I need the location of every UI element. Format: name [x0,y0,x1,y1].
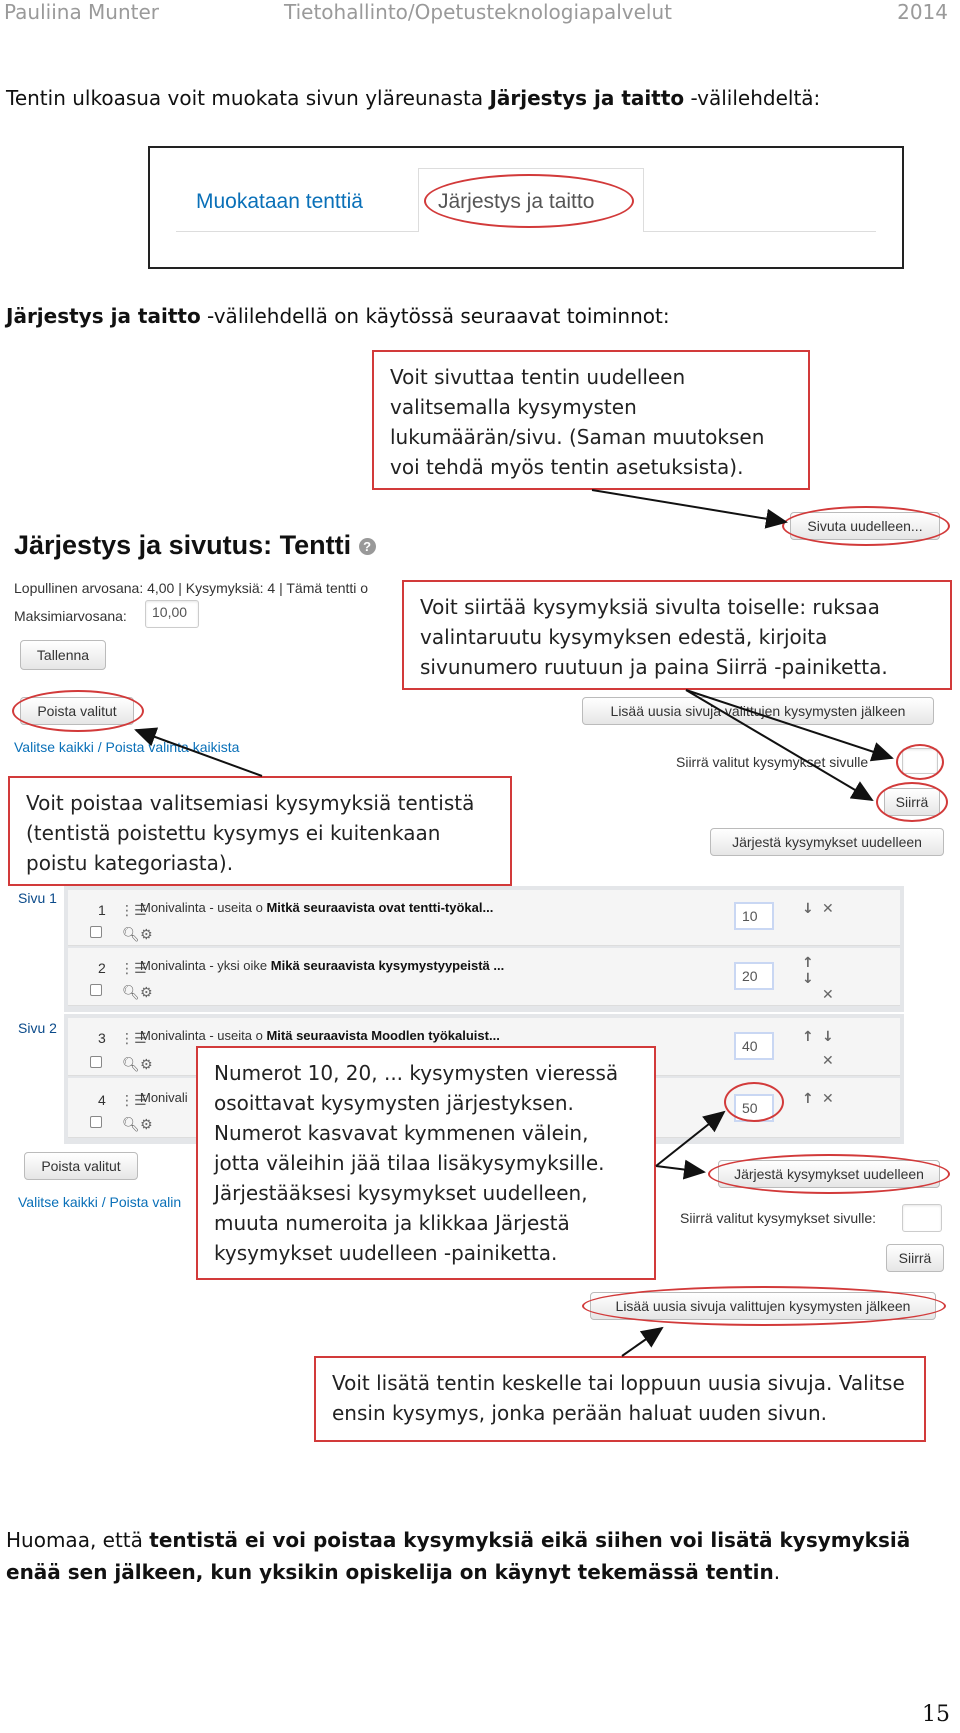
move-up-icon[interactable]: ↑ [802,1091,814,1107]
tab-order[interactable]: Järjestys ja taitto [438,190,595,213]
move-up-icon[interactable]: ↑ [802,1029,814,1045]
delete-icon[interactable]: ✕ [822,1091,834,1107]
select-all-link[interactable]: Valitse kaikki / Poista valinta kaikista [14,739,240,755]
question-text: Monivalinta - yksi oike Mikä seuraavista kysymystyypeistä ... [140,958,505,973]
arrow-add-pages [622,1328,662,1356]
quiz-info: Lopullinen arvosana: 4,00 | Kysymyksiä: 4 | Tämä tentti o [14,580,369,596]
header-author: Pauliina Munter [4,0,160,24]
preview-icon[interactable]: 🔍︎ [122,1057,140,1073]
move-button-top[interactable]: Siirrä [884,788,940,816]
callout-remove: Voit poistaa valitsemiasi kysymyksiä tentistä (tentistä poistettu kysymys ei kuitenkaan poistu kategoriasta). [8,776,512,886]
order-input[interactable]: 20 [734,962,774,990]
add-pages-button-top[interactable]: Lisää uusia sivuja valittujen kysymysten jälkeen [582,697,934,725]
question-number: 2 [98,960,106,976]
question-text: Monivalinta - useita o Mitä seuraavista Moodlen työkaluist... [140,1028,500,1043]
list-icon: ⋮☰ [120,961,147,977]
move-button-bottom[interactable]: Siirrä [886,1244,944,1272]
remove-selected-button-bottom[interactable]: Poista valitut [24,1152,138,1180]
callout-move: Voit siirtää kysymyksiä sivulta toiselle: ruksaa valintaruutu kysymyksen edestä, kirjoita sivunumero ruutuun ja paina Siirrä -painiketta. [402,580,952,690]
question-number: 3 [98,1030,106,1046]
preview-icon[interactable]: 🔍︎ [122,927,140,943]
section-label-1: Sivu 1 [18,890,57,906]
note-text: Huomaa, että tentistä ei voi poistaa kysymyksiä eikä siihen voi lisätä kysymyksiä enää sen jälkeen, kun yksikin opiskelija on käynyt tekemässä tentin. [6,1528,911,1584]
remove-selected-button[interactable]: Poista valitut [20,697,134,725]
preview-icon[interactable]: 🔍︎ [122,1117,140,1133]
delete-icon[interactable]: ✕ [822,1053,834,1069]
question-text: Monivali [140,1090,188,1105]
help-icon[interactable]: ? [359,538,376,555]
callout-numbers: Numerot 10, 20, ... kysymysten vieressä osoittavat kysymysten järjestyksen. Numerot kasvavat kymmenen välein, jotta väleihin jää tilaa lisäkysymyksille. Järjestääksesi kysymykset uudelleen, muuta numeroita ja klikkaa Järjestä kysymykset uudelleen -painiketta. [196,1046,656,1280]
page-number: 15 [922,1702,950,1727]
features-line: Järjestys ja taitto -välilehdellä on käytössä seuraavat toiminnot: [6,304,670,328]
move-to-page-label: Siirrä valitut kysymykset sivulle [676,754,869,770]
select-all-link-bottom[interactable]: Valitse kaikki / Poista valin [18,1194,182,1210]
arrow-move-input [686,690,892,758]
arrow-remove [136,730,262,776]
list-icon: ⋮☰ [120,903,147,919]
arrow-reorder [656,1166,704,1172]
question-number: 1 [98,902,106,918]
add-pages-button-bottom[interactable]: Lisää uusia sivuja valittujen kysymysten jälkeen [590,1292,936,1320]
arrow-order [656,1112,724,1166]
gear-icon[interactable]: ⚙ [140,1117,153,1133]
arrow-repaginate [592,490,786,522]
move-down-icon[interactable]: ↓ [822,1029,834,1045]
reorder-button-top[interactable]: Järjestä kysymykset uudelleen [710,828,944,856]
callout-repaginate: Voit sivuttaa tentin uudelleen valitsemalla kysymysten lukumäärän/sivu. (Saman muutoksen voi tehdä myös tentin asetuksista). [372,350,810,490]
order-input[interactable]: 40 [734,1032,774,1060]
order-input[interactable]: 50 [734,1094,774,1122]
move-down-icon[interactable]: ↓ [802,971,814,987]
delete-icon[interactable]: ✕ [822,901,834,917]
save-button[interactable]: Tallenna [20,640,106,670]
gear-icon[interactable]: ⚙ [140,1057,153,1073]
callout-add-pages: Voit lisätä tentin keskelle tai loppuun uusia sivuja. Valitse ensin kysymys, jonka perään haluat uuden sivun. [314,1356,926,1442]
delete-icon[interactable]: ✕ [822,987,834,1003]
question-text: Monivalinta - useita o Mitkä seuraavista ovat tentti-työkal... [140,900,494,915]
reorder-button-bottom[interactable]: Järjestä kysymykset uudelleen [718,1160,940,1188]
list-icon: ⋮☰ [120,1031,147,1047]
list-icon: ⋮☰ [120,1093,147,1109]
gear-icon[interactable]: ⚙ [140,927,153,943]
preview-icon[interactable]: 🔍︎ [122,985,140,1001]
intro-text: Tentin ulkoasua voit muokata sivun yläreunasta Järjestys ja taitto -välilehdeltä: [6,86,821,110]
move-up-icon[interactable]: ↑ [802,955,814,971]
move-down-icon[interactable]: ↓ [802,901,814,917]
max-grade-input[interactable]: 10,00 [145,600,199,628]
header-department: Tietohallinto/Opetusteknologiapalvelut [284,0,672,24]
tab-edit[interactable]: Muokataan tenttiä [196,190,363,213]
question-number: 4 [98,1092,106,1108]
section-label-2: Sivu 2 [18,1020,57,1036]
max-grade-label: Maksimiarvosana: [14,608,127,624]
move-to-page-label-bottom: Siirrä valitut kysymykset sivulle: [680,1210,877,1226]
repaginate-button[interactable]: Sivuta uudelleen... [790,512,940,540]
gear-icon[interactable]: ⚙ [140,985,153,1001]
order-input[interactable]: 10 [734,902,774,930]
moodle-title: Järjestys ja sivutus: Tentti ? [14,530,376,561]
arrow-move-button [686,690,872,800]
header-year: 2014 [897,0,948,24]
